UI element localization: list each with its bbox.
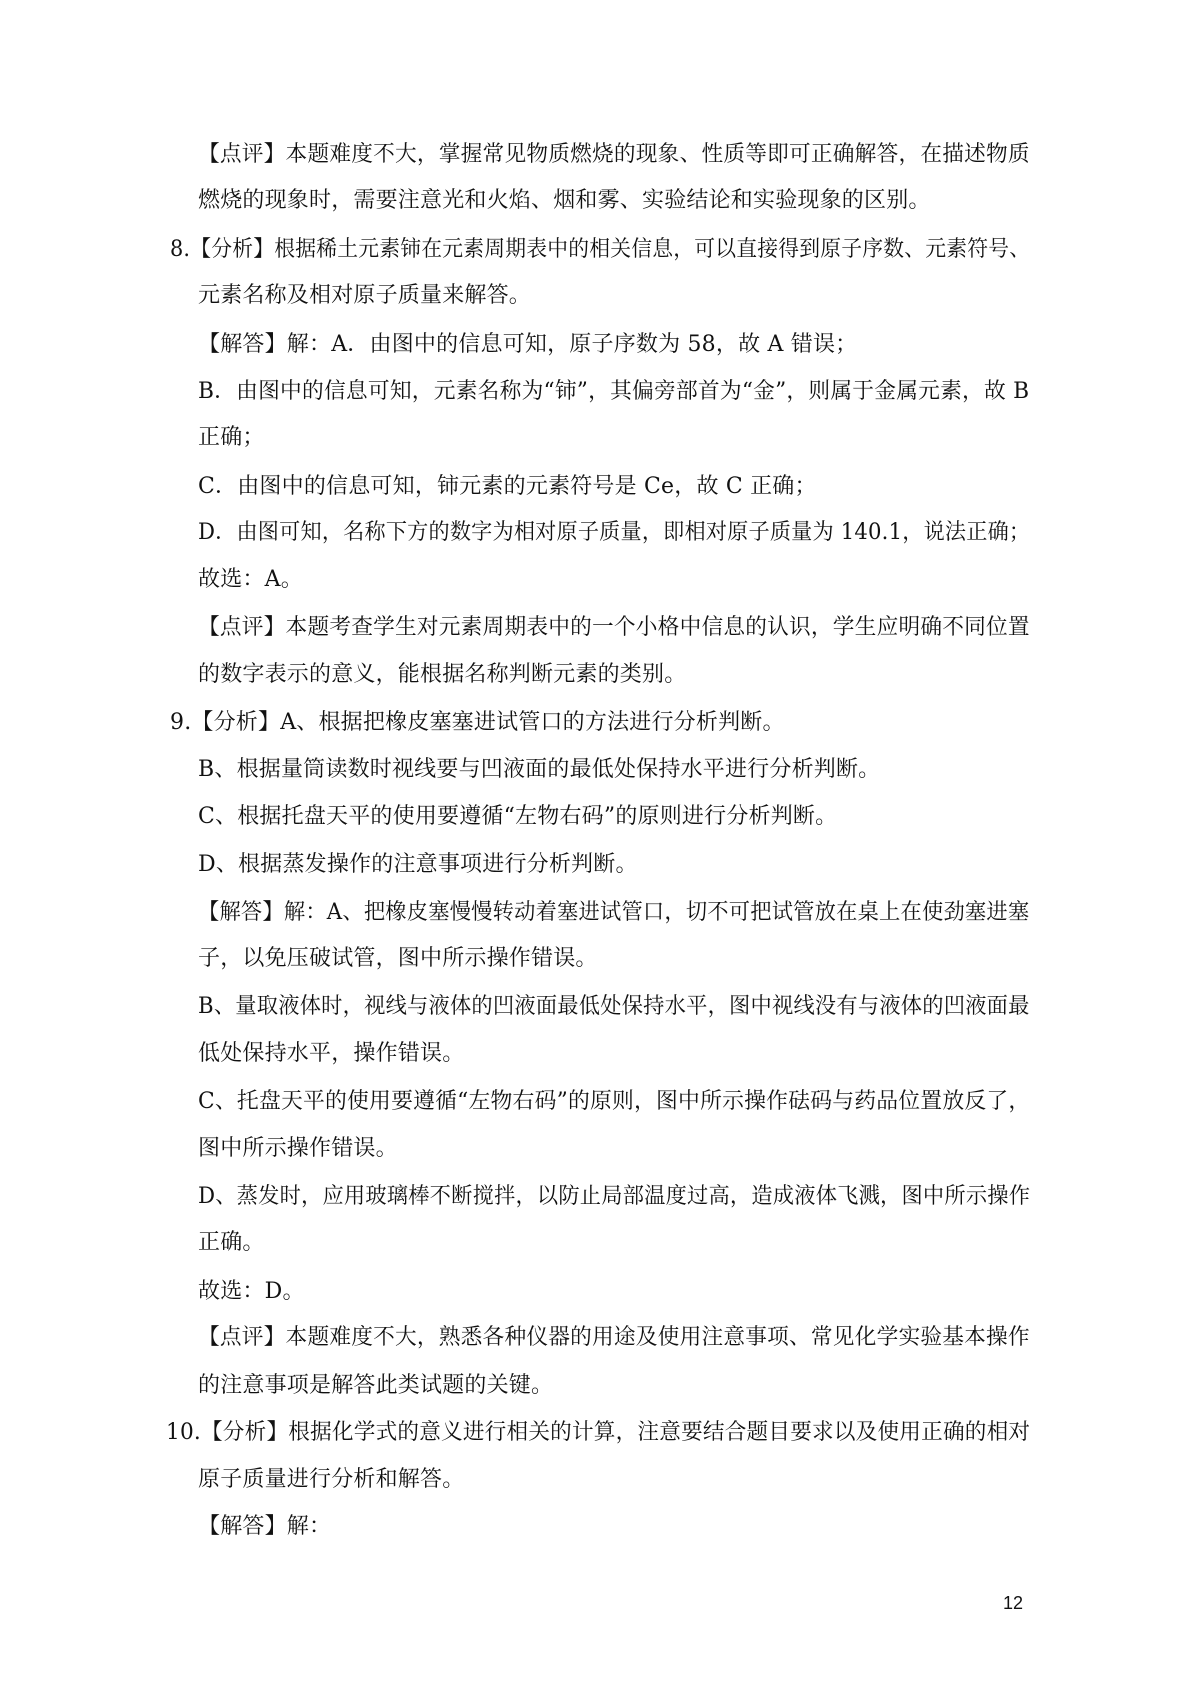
text-line: 燃烧的现象时，需要注意光和火焰、烟和雾、实验结论和实验现象的区别。 xyxy=(198,188,931,213)
text-line: B．由图中的信息可知，元素名称为“铈”，其偏旁部首为“金”，则属于金属元素，故 B xyxy=(198,379,1030,404)
text-line: 正确； xyxy=(198,425,265,450)
text-line: 【点评】本题考查学生对元素周期表中的一个小格中信息的认识，学生应明确不同位置 xyxy=(198,615,1030,640)
text-line: 【解答】解：A．由图中的信息可知，原子序数为 58，故 A 错误； xyxy=(198,332,858,357)
text-line: C、根据托盘天平的使用要遵循“左物右码”的原则进行分析判断。 xyxy=(198,804,838,829)
text-line: 子，以免压破试管，图中所示操作错误。 xyxy=(198,946,598,971)
text-line: B、量取液体时，视线与液体的凹液面最低处保持水平，图中视线没有与液体的凹液面最 xyxy=(198,994,1030,1019)
text-line: 图中所示操作错误。 xyxy=(198,1136,398,1161)
text-line: 8.【分析】根据稀土元素铈在元素周期表中的相关信息，可以直接得到原子序数、元素符号、 xyxy=(170,237,1031,262)
text-line: 故选：A。 xyxy=(198,567,303,592)
text-line: 的注意事项是解答此类试题的关键。 xyxy=(198,1373,554,1398)
text-line: D、根据蒸发操作的注意事项进行分析判断。 xyxy=(198,852,638,877)
text-line: D．由图可知，名称下方的数字为相对原子质量，即相对原子质量为 140.1，说法正确； xyxy=(198,520,1031,545)
text-line: 【解答】解： xyxy=(198,1514,332,1539)
text-line: 原子质量进行分析和解答。 xyxy=(198,1467,465,1492)
text-line: D、蒸发时，应用玻璃棒不断搅拌，以防止局部温度过高，造成液体飞溅，图中所示操作 xyxy=(198,1184,1031,1209)
text-line: 故选：D。 xyxy=(198,1279,305,1304)
text-line: 【点评】本题难度不大，熟悉各种仪器的用途及使用注意事项、常见化学实验基本操作 xyxy=(198,1325,1030,1350)
text-line: B、根据量筒读数时视线要与凹液面的最低处保持水平进行分析判断。 xyxy=(198,757,881,782)
text-line: 10.【分析】根据化学式的意义进行相关的计算，注意要结合题目要求以及使用正确的相对 xyxy=(166,1420,1031,1445)
text-line: C、托盘天平的使用要遵循“左物右码”的原则，图中所示操作砝码与药品位置放反了， xyxy=(198,1089,1031,1114)
text-line: 【点评】本题难度不大，掌握常见物质燃烧的现象、性质等即可正确解答，在描述物质 xyxy=(198,142,1030,167)
page-number: 12 xyxy=(1003,1593,1024,1613)
text-line: 【解答】解：A、把橡皮塞慢慢转动着塞进试管口，切不可把试管放在桌上在使劲塞进塞 xyxy=(198,900,1030,925)
text-line: 元素名称及相对原子质量来解答。 xyxy=(198,283,532,308)
text-line: C．由图中的信息可知，铈元素的元素符号是 Ce，故 C 正确； xyxy=(198,474,817,499)
text-line: 正确。 xyxy=(198,1230,265,1255)
text-line: 低处保持水平，操作错误。 xyxy=(198,1041,465,1066)
text-line: 9.【分析】A、根据把橡皮塞塞进试管口的方法进行分析判断。 xyxy=(170,710,785,735)
text-line: 的数字表示的意义，能根据名称判断元素的类别。 xyxy=(198,662,687,687)
